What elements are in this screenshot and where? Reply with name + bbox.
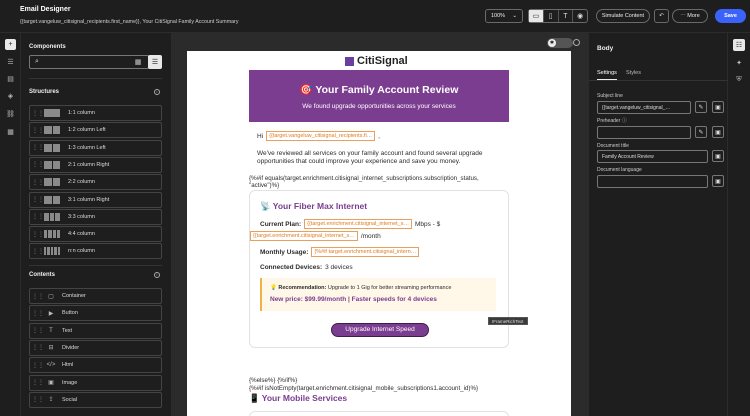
structure-label: 3:3 column bbox=[68, 213, 95, 220]
mobile-services-title[interactable]: 📱 Your Mobile Services bbox=[249, 393, 348, 403]
image-icon: ▣ bbox=[48, 380, 54, 386]
if-condition-line1[interactable]: {%#if equals(target.enrichment.citisignal_internet_subscriptions.subscription_status, bbox=[249, 175, 479, 182]
column-block bbox=[44, 144, 52, 152]
social-icon: ⇪ bbox=[48, 397, 54, 404]
content-item[interactable] bbox=[29, 357, 162, 373]
layers-icon[interactable]: ☰ bbox=[7, 58, 14, 66]
container-icon: ▢ bbox=[48, 293, 54, 300]
column-block bbox=[44, 178, 52, 186]
drag-handle-icon[interactable]: ⋮⋮ bbox=[32, 214, 44, 221]
column-block bbox=[55, 213, 60, 221]
hero-title: 🎯 Your Family Account Review bbox=[299, 84, 459, 96]
recommendation-box[interactable] bbox=[260, 278, 496, 311]
personalize-icon[interactable]: ✎ bbox=[695, 101, 707, 113]
structure-label: n:n column bbox=[68, 248, 95, 255]
column-block bbox=[44, 213, 49, 221]
structure-item[interactable] bbox=[29, 122, 162, 138]
structure-label: 4:4 column bbox=[68, 231, 95, 238]
internet-card[interactable] bbox=[249, 190, 509, 348]
preheader-label bbox=[597, 117, 627, 124]
hero-banner[interactable] bbox=[249, 70, 509, 122]
column-block bbox=[50, 213, 55, 221]
column-block bbox=[44, 230, 47, 238]
contents-info-icon[interactable]: i bbox=[154, 272, 160, 278]
drag-handle-icon[interactable]: ⋮⋮ bbox=[32, 380, 44, 386]
subject-preview: {{target.vangeluw_citisignal_recipients.first_name}}, Your CitiSignal Family Account Summary bbox=[20, 19, 239, 25]
monthly-usage-token[interactable]: {%#if target.enrichment.citisignal_intern… bbox=[311, 247, 419, 257]
settings-sliders-icon[interactable]: ☷ bbox=[733, 39, 745, 51]
drag-handle-icon[interactable]: ⋮⋮ bbox=[32, 231, 44, 238]
drag-handle-icon[interactable]: ⋮⋮ bbox=[32, 197, 44, 203]
apps-icon[interactable]: ▦ bbox=[7, 128, 14, 136]
connected-devices-label: Connected Devices: bbox=[260, 264, 323, 271]
structure-item[interactable] bbox=[29, 243, 162, 259]
content-label: Button bbox=[62, 310, 78, 317]
save-button[interactable]: Save bbox=[715, 9, 746, 23]
column-block bbox=[54, 247, 56, 255]
drag-handle-icon[interactable]: ⋮⋮ bbox=[32, 293, 44, 300]
grid-view-icon[interactable]: ▦ bbox=[134, 59, 142, 66]
column-layout-icon bbox=[44, 196, 60, 204]
column-layout-icon bbox=[44, 161, 60, 169]
drag-handle-icon[interactable]: ⋮⋮ bbox=[32, 179, 44, 186]
column-block bbox=[44, 109, 60, 117]
current-plan-row bbox=[260, 219, 440, 229]
content-item[interactable] bbox=[29, 323, 162, 339]
column-block bbox=[57, 230, 60, 238]
app-title: Email Designer bbox=[20, 6, 71, 13]
document-language-fragment-icon[interactable]: ▣ bbox=[712, 175, 724, 187]
column-block bbox=[53, 196, 61, 204]
text-icon: T bbox=[49, 327, 53, 334]
magic-wand-icon[interactable]: ✦ bbox=[736, 60, 742, 67]
structure-item[interactable] bbox=[29, 157, 162, 173]
logo-mark-icon bbox=[345, 57, 354, 66]
more-button[interactable] bbox=[672, 9, 708, 23]
document-language-field[interactable] bbox=[597, 175, 708, 188]
document-title-fragment-icon[interactable]: ▣ bbox=[712, 150, 724, 162]
zoom-select[interactable] bbox=[485, 9, 523, 23]
column-block bbox=[53, 161, 61, 169]
drag-handle-icon[interactable]: ⋮⋮ bbox=[32, 248, 44, 255]
column-layout-icon bbox=[44, 178, 60, 186]
column-layout-icon bbox=[44, 230, 60, 238]
column-layout-icon bbox=[44, 109, 60, 117]
content-item[interactable] bbox=[29, 375, 162, 391]
intro-paragraph[interactable]: We've reviewed all services on your family account and found several upgrade opportunities that could improve your experience and save you money. bbox=[257, 150, 483, 165]
mobile-if-line[interactable]: {%#if isNotEmpty(target.enrichment.citisignal_mobile_subscriptions1.account_id)%} bbox=[249, 385, 479, 392]
components-panel bbox=[21, 33, 172, 416]
view-mode-group bbox=[528, 9, 588, 23]
chevron-down-icon: ⌄ bbox=[512, 13, 517, 19]
drag-handle-icon[interactable]: ⋮⋮ bbox=[32, 162, 44, 169]
structure-label: 1:1 column bbox=[68, 110, 95, 116]
structure-label: 1:2 column Left bbox=[68, 127, 106, 134]
first-name-token[interactable]: {{target.vangeluw_citisignal_recipients.fi… bbox=[266, 131, 375, 141]
column-layout-icon bbox=[44, 144, 60, 152]
column-block bbox=[53, 230, 56, 238]
zoom-value: 100% bbox=[491, 13, 506, 19]
content-label: Text bbox=[62, 327, 73, 334]
structure-label: 1:3 column Left bbox=[68, 144, 106, 151]
connected-devices-row bbox=[260, 264, 353, 271]
drag-handle-icon[interactable]: ⋮⋮ bbox=[32, 310, 44, 317]
column-block bbox=[51, 247, 53, 255]
desktop-view-icon[interactable]: ▭ bbox=[529, 10, 544, 22]
recommendation-text: Upgrade to 1 Gig for better streaming performance bbox=[327, 285, 452, 291]
structure-item[interactable] bbox=[29, 226, 162, 242]
list-view-icon[interactable]: ☰ bbox=[148, 55, 162, 69]
component-tooltip: IFrameRichText bbox=[488, 317, 528, 325]
mobile-view-icon[interactable]: ▯ bbox=[544, 10, 559, 22]
recommendation-label: 💡 Recommendation: bbox=[270, 285, 327, 291]
panel-title: Body bbox=[597, 45, 614, 52]
price-suffix: /month bbox=[360, 232, 381, 240]
drag-handle-icon[interactable]: ⋮⋮ bbox=[32, 345, 44, 352]
content-label: Social bbox=[62, 396, 77, 403]
internet-card-title: 📡 Your Fiber Max Internet bbox=[260, 201, 368, 211]
content-label: Html bbox=[62, 362, 74, 369]
tab-settings[interactable]: Settings bbox=[597, 70, 617, 76]
column-block bbox=[44, 161, 52, 169]
search-icon: ⌕ bbox=[35, 58, 39, 65]
tab-styles[interactable]: Styles bbox=[626, 70, 641, 76]
column-block bbox=[48, 230, 51, 238]
column-block bbox=[47, 247, 49, 255]
drag-handle-icon[interactable]: ⋮⋮ bbox=[32, 397, 44, 404]
brand-logo bbox=[345, 55, 408, 67]
preview-eye-icon[interactable]: ◉ bbox=[577, 13, 584, 20]
column-block bbox=[44, 126, 52, 134]
content-item[interactable] bbox=[29, 305, 162, 321]
content-label: Container bbox=[62, 293, 86, 299]
divider-icon: ⊟ bbox=[48, 345, 54, 352]
monthly-usage-label: Monthly Usage: bbox=[260, 248, 309, 256]
structures-info-icon[interactable]: i bbox=[154, 89, 160, 95]
content-label: Image bbox=[62, 379, 78, 386]
greeting-line[interactable] bbox=[257, 131, 380, 141]
column-block bbox=[58, 247, 60, 255]
if-condition-line2[interactable]: "active")%} bbox=[249, 182, 280, 189]
column-block bbox=[53, 126, 61, 134]
content-item[interactable] bbox=[29, 288, 162, 304]
subject-line-field[interactable]: {{target.vangeluw_citisignal_… bbox=[597, 101, 691, 114]
column-block bbox=[44, 247, 46, 255]
structure-label: 2:2 column bbox=[68, 179, 95, 186]
structures-title: Structures bbox=[29, 89, 60, 95]
hero-subtitle: We found upgrade opportunities across your services bbox=[302, 103, 456, 110]
document-language-label: Document language bbox=[597, 167, 642, 173]
document-title-label: Document title bbox=[597, 143, 629, 149]
preheader-text: Preheader bbox=[597, 118, 621, 124]
more-label: More bbox=[687, 13, 700, 19]
price-row bbox=[250, 231, 381, 241]
column-layout-icon bbox=[44, 126, 60, 134]
link-icon[interactable]: ⛓ bbox=[6, 110, 15, 118]
tab-divider bbox=[589, 80, 728, 81]
preheader-field[interactable] bbox=[597, 126, 691, 139]
contents-title: Contents bbox=[29, 272, 55, 278]
current-plan-label: Current Plan: bbox=[260, 220, 302, 228]
preheader-personalize-icon[interactable]: ✎ bbox=[695, 126, 707, 138]
insert-fragment-icon[interactable]: ▣ bbox=[712, 101, 724, 113]
upgrade-internet-button[interactable]: Upgrade Internet Speed bbox=[331, 323, 429, 337]
drag-handle-icon[interactable]: ⋮⋮ bbox=[32, 110, 44, 117]
column-block bbox=[44, 196, 52, 204]
simulate-content-button[interactable]: Simulate Content bbox=[596, 9, 650, 23]
fragments-icon[interactable]: ◈ bbox=[7, 92, 14, 100]
current-plan-token[interactable]: {{target.enrichment.citisignal_internet_s… bbox=[304, 219, 412, 229]
button-icon: ▶ bbox=[48, 310, 54, 317]
greeting-suffix: , bbox=[378, 132, 380, 140]
drag-handle-icon[interactable]: ⋮⋮ bbox=[32, 145, 44, 152]
structure-item[interactable] bbox=[29, 105, 162, 121]
current-plan-mid: Mbps - $ bbox=[414, 220, 441, 228]
email-paper bbox=[187, 51, 571, 416]
else-endif-line[interactable]: {%else%} {%/if%} bbox=[249, 377, 298, 384]
structure-item[interactable] bbox=[29, 192, 162, 208]
drag-handle-icon[interactable]: ⋮⋮ bbox=[32, 127, 44, 134]
undo-icon[interactable]: ↶ bbox=[654, 9, 669, 23]
preheader-info-icon[interactable]: ⓘ bbox=[621, 118, 627, 124]
connected-devices-value: 3 devices bbox=[325, 264, 353, 271]
more-dots-icon: ⋯ bbox=[680, 13, 688, 19]
content-item[interactable] bbox=[29, 340, 162, 356]
canvas-info-icon[interactable] bbox=[573, 39, 580, 46]
structure-item[interactable] bbox=[29, 174, 162, 190]
recommendation-line bbox=[270, 285, 451, 291]
brand-name: CitiSignal bbox=[357, 55, 408, 67]
structure-label: 2:1 column Right bbox=[68, 161, 110, 168]
document-title-field[interactable]: Family Account Review bbox=[597, 150, 708, 163]
components-title: Components bbox=[29, 44, 66, 50]
check-shield-icon[interactable]: ⛨ bbox=[736, 76, 742, 83]
sun-icon: ✱ bbox=[549, 40, 555, 46]
mobile-card[interactable] bbox=[249, 411, 509, 416]
column-layout-icon bbox=[44, 213, 60, 221]
column-layout-icon bbox=[44, 247, 60, 255]
theme-toggle[interactable] bbox=[547, 38, 573, 48]
drag-handle-icon[interactable]: ⋮⋮ bbox=[32, 328, 44, 335]
properties-panel bbox=[589, 33, 728, 416]
add-icon[interactable]: + bbox=[5, 39, 16, 50]
preheader-fragment-icon[interactable]: ▣ bbox=[712, 126, 724, 138]
content-item[interactable] bbox=[29, 392, 162, 408]
html-icon: </> bbox=[46, 362, 56, 369]
recommendation-price: New price: $99.99/month | Faster speeds for 4 devices bbox=[270, 296, 437, 303]
assets-icon[interactable]: ▤ bbox=[7, 75, 14, 83]
subject-line-label: Subject line bbox=[597, 93, 623, 99]
greeting-prefix: Hi bbox=[257, 132, 264, 140]
structure-label: 3:1 column Right bbox=[68, 196, 110, 203]
top-bar bbox=[0, 0, 750, 33]
structure-item[interactable] bbox=[29, 140, 162, 156]
monthly-usage-row bbox=[260, 247, 419, 257]
text-view-icon[interactable]: T bbox=[559, 10, 574, 22]
content-label: Divider bbox=[62, 344, 80, 351]
column-block bbox=[53, 144, 61, 152]
column-block bbox=[53, 178, 61, 186]
left-rail bbox=[0, 33, 21, 416]
drag-handle-icon[interactable]: ⋮⋮ bbox=[32, 362, 44, 369]
right-rail bbox=[728, 33, 750, 416]
email-canvas bbox=[172, 33, 589, 416]
structure-item[interactable] bbox=[29, 209, 162, 225]
price-token[interactable]: {{target.enrichment.citisignal_internet_s… bbox=[250, 231, 358, 241]
